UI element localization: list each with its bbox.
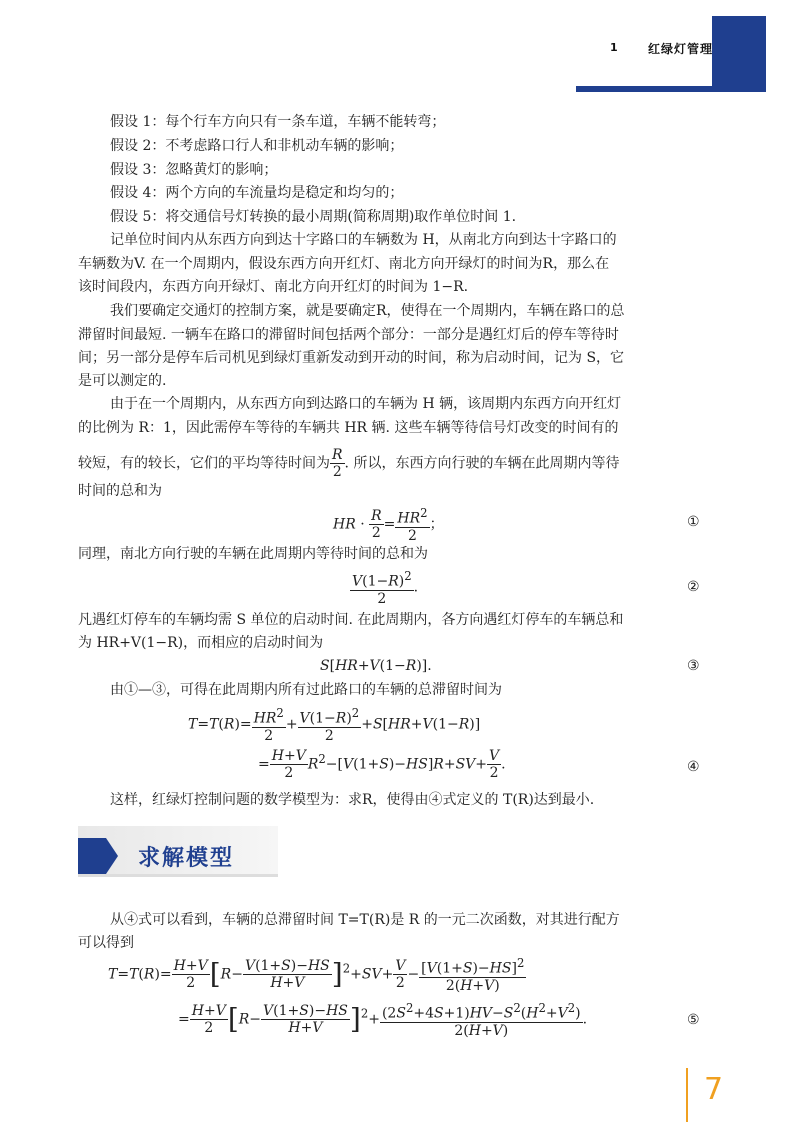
equation-5-line-1: T=T(R)= $\frac{H+V}{2}$ [R− $\frac{V(1+S)-HS}{H+V}$ ]$^2$+SV+ $\frac{V}{2}$ − $\frac{[V(1+S)-HS]^2}{2(H+V)}$ (108, 956, 525, 994)
equation-number-2: ② (687, 579, 700, 595)
para-3-line-1: 由于在一个周期内，从东西方向到达路口的车辆为 H 辆，该周期内东西方向开红灯 (110, 396, 622, 412)
equation-3: S[HR+V(1−R)]. (320, 658, 432, 674)
para-8-line-2: 可以得到 (78, 935, 134, 951)
equation-number-1: ① (687, 514, 700, 530)
para-2-line-1: 我们要确定交通灯的控制方案，就是要确定R，使得在一个周期内，车辆在路口的总 (110, 303, 625, 319)
para-2-line-4: 是可以测定的. (78, 373, 167, 389)
assumption-2: 假设 2：不考虑路口行人和非机动车辆的影响； (110, 138, 404, 154)
equation-number-5: ⑤ (687, 1012, 700, 1028)
para-6: 由①—③，可得在此周期内所有过此路口的车辆的总滞留时间为 (110, 682, 502, 698)
equation-4-line-2: = $\frac{H+V}{2}$ $R^2-[V(1+S)-HS]R+SV+$ $\frac{V}{2}$ . (258, 748, 506, 781)
para-2-line-2: 滞留时间最短. 一辆车在路口的滞留时间包括两个部分：一部分是遇红灯后的停车等待时 (78, 327, 619, 343)
equation-2: $\frac{V(1-R)^2}{2}$ . (352, 569, 419, 607)
chapter-number: 1 (610, 41, 618, 54)
fraction-r-over-2: $\frac{R}{2}$ (332, 447, 343, 480)
para-5-line-1: 凡遇红灯停车的车辆均需 S 单位的启动时间. 在此周期内，各方向遇红灯停车的车辆总和 (78, 612, 624, 628)
page-number-divider (686, 1068, 688, 1122)
equation-number-3: ③ (687, 658, 700, 674)
chapter-title: 红绿灯管理 (648, 42, 714, 56)
page-number: 7 (704, 1072, 724, 1107)
para-1-line-2: 车辆数为V. 在一个周期内，假设东西方向开红灯、南北方向开绿灯的时间为R，那么在 (78, 256, 610, 272)
assumption-5: 假设 5：将交通信号灯转换的最小周期(简称周期)取作单位时间 1. (110, 209, 517, 225)
para-1-line-3: 该时间段内，东西方向开绿灯、南北方向开红灯的时间为 1−R. (78, 279, 469, 295)
assumption-1: 假设 1：每个行车方向只有一条车道，车辆不能转弯； (110, 114, 446, 130)
equation-number-4: ④ (687, 759, 700, 775)
para-1-line-1: 记单位时间内从东西方向到达十字路口的车辆数为 H，从南北方向到达十字路口的 (110, 232, 617, 248)
equation-4-line-1: T=T(R)= $\frac{HR^2}{2}$ + $\frac{V(1-R)^2}{2}$ +S[HR+V(1−R)] (188, 706, 481, 744)
para-8-line-1: 从④式可以看到，车辆的总滞留时间 T=T(R)是 R 的一元二次函数，对其进行配方 (110, 912, 620, 928)
para-7: 这样，红绿灯控制问题的数学模型为：求R，使得由④式定义的 T(R)达到最小. (110, 792, 595, 808)
para-3-line-3: 较短，有的较长，它们的平均等待时间为 $\frac{R}{2}$ . 所以，东西方向行驶的车辆在此周期内等待 (78, 447, 620, 480)
para-4: 同理，南北方向行驶的车辆在此周期内等待时间的总和为 (78, 546, 428, 562)
equation-1: HR · $\frac{R}{2}$ = $\frac{HR^2}{2}$ ； (333, 506, 444, 544)
section-title: 求解模型 (138, 846, 235, 871)
assumption-4: 假设 4：两个方向的车流量均是稳定和均匀的； (110, 185, 404, 201)
equation-5-line-2: = $\frac{H+V}{2}$ [R− $\frac{V(1+S)-HS}{H+V}$ ]$^2$+ $\frac{(2S^2+4S+1)HV-S^2(H^2+V^2)}{2(H+V)}$ . (178, 1001, 588, 1039)
para-3-line-2: 的比例为 R：1，因此需停车等待的车辆共 HR 辆. 这些车辆等待信号灯改变的时间有的 (78, 420, 619, 436)
para-3-line-4: 时间的总和为 (78, 483, 162, 499)
assumption-3: 假设 3：忽略黄灯的影响； (110, 162, 278, 178)
para-5-line-2: 为 HR+V(1−R)，而相应的启动时间为 (78, 635, 324, 651)
para-2-line-3: 间；另一部分是停车后司机见到绿灯重新发动到开动的时间，称为启动时间，记为 S，它 (78, 350, 625, 366)
